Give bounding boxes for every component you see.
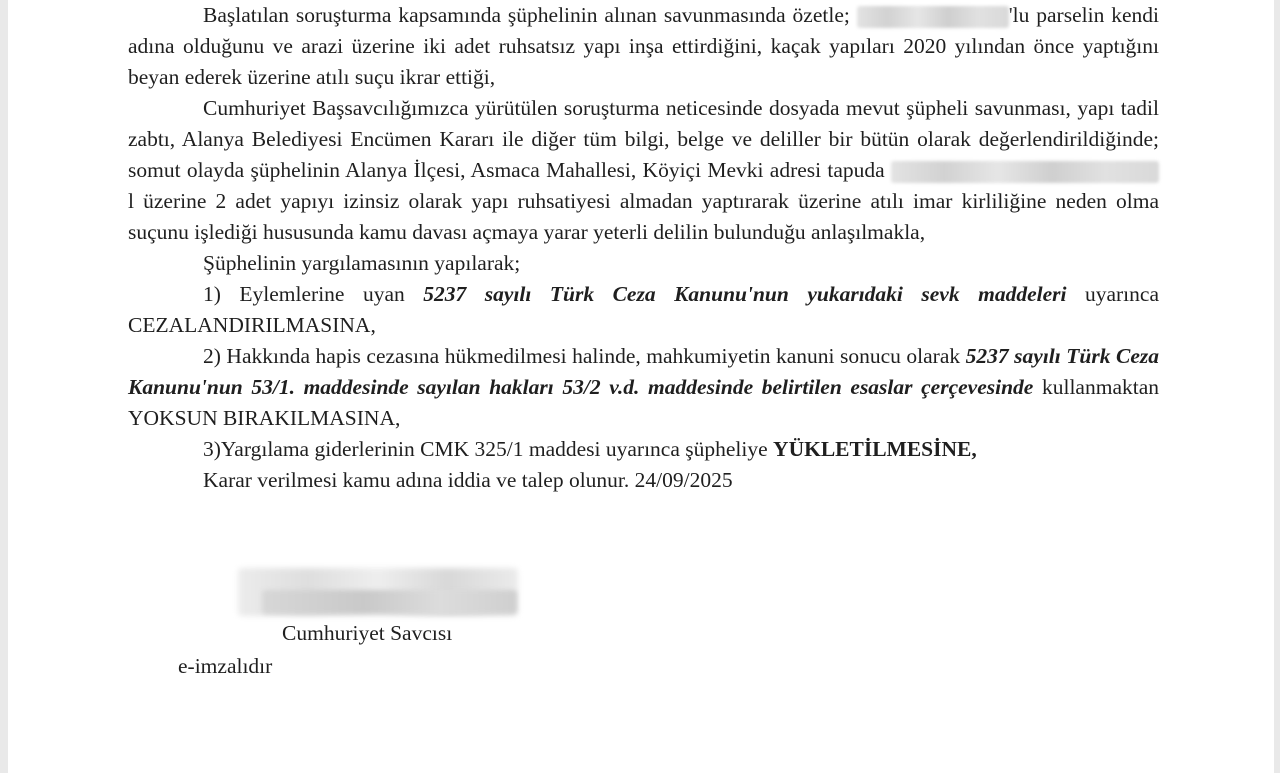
text-investigation-intro: Cumhuriyet Başsavcılığımızca yürütülen soruşturma neticesinde dosyada mevut şüpheli savunması, yapı tadil zabtı, Alanya Belediyesi Encümen Kararı ile diğer tüm bilgi, belge ve deliller bir bütün olarak değerlendirildiğinde; somut olayda şüphelinin Alanya İlçesi, Asmaca Mahallesi, Köyiçi Mevki adresi tapuda: [128, 96, 1159, 182]
text-trial-request: Şüphelinin yargılamasının yapılarak;: [203, 251, 521, 275]
redacted-deed-record: [891, 161, 1159, 183]
text-investigation-detail: l üzerine 2 adet yapıyı izinsiz olarak yapı ruhsatiyesi almadan yaptırarak üzerine atılı imar kirliliğine neden olma suçunu işlediği hususunda kamu davası açmaya yarar yeterli delilin bulunduğu anlaşılmakla,: [128, 189, 1159, 244]
text-item-3-result: YÜKLETİLMESİNE,: [773, 437, 977, 461]
text-item-1-law: 5237 sayılı Türk Ceza Kanunu'nun yukarıdaki sevk maddeleri: [423, 282, 1067, 306]
text-item-1-intro: 1) Eylemlerine uyan: [203, 282, 405, 306]
text-defense-detail: 'lu parselin kendi adına olduğunu ve arazi üzerine iki adet ruhsatsız yapı inşa ettirdiğini, kaçak yapıları 2020 yılından önce yaptığını beyan ederek üzerine atılı suçu ikrar ettiği,: [128, 3, 1159, 89]
paragraph-item-2: [128, 341, 1159, 434]
text-defense-intro: Başlatılan soruşturma kapsamında şüphelinin alınan savunmasında özetle;: [203, 3, 850, 27]
text-closing-date: Karar verilmesi kamu adına iddia ve talep olunur. 24/09/2025: [203, 468, 733, 492]
signature-title: Cumhuriyet Savcısı: [282, 621, 453, 645]
text-item-1-result: uyarınca CEZALANDIRILMASINA,: [128, 282, 1159, 337]
text-item-2-result: kullanmaktan YOKSUN BIRAKILMASINA,: [128, 375, 1160, 430]
paragraph-closing: [128, 465, 1159, 496]
redacted-prosecutor-name-line: [262, 590, 517, 614]
text-item-2-law: 5237 sayılı Türk Ceza Kanunu'nun 53/1. maddesinde sayılan hakları 53/2 v.d. maddesinde belirtilen esaslar çerçevesinde: [128, 344, 1159, 399]
text-item-3-intro: 3)Yargılama giderlerinin CMK 325/1 maddesi uyarınca şüpheliye: [203, 437, 768, 461]
paragraph-defense-summary: [128, 0, 1159, 93]
redacted-parcel: [857, 6, 1009, 28]
paragraph-item-1: [128, 279, 1159, 341]
e-signature-note: e-imzalıdır: [178, 654, 273, 678]
document-body: [128, 0, 1159, 496]
paragraph-trial-request: [128, 248, 1159, 279]
text-item-2-intro: 2) Hakkında hapis cezasına hükmedilmesi halinde, mahkumiyetin kanuni sonucu olarak: [203, 344, 961, 368]
paragraph-investigation-result: [128, 93, 1159, 248]
paragraph-item-3: [128, 434, 1159, 465]
